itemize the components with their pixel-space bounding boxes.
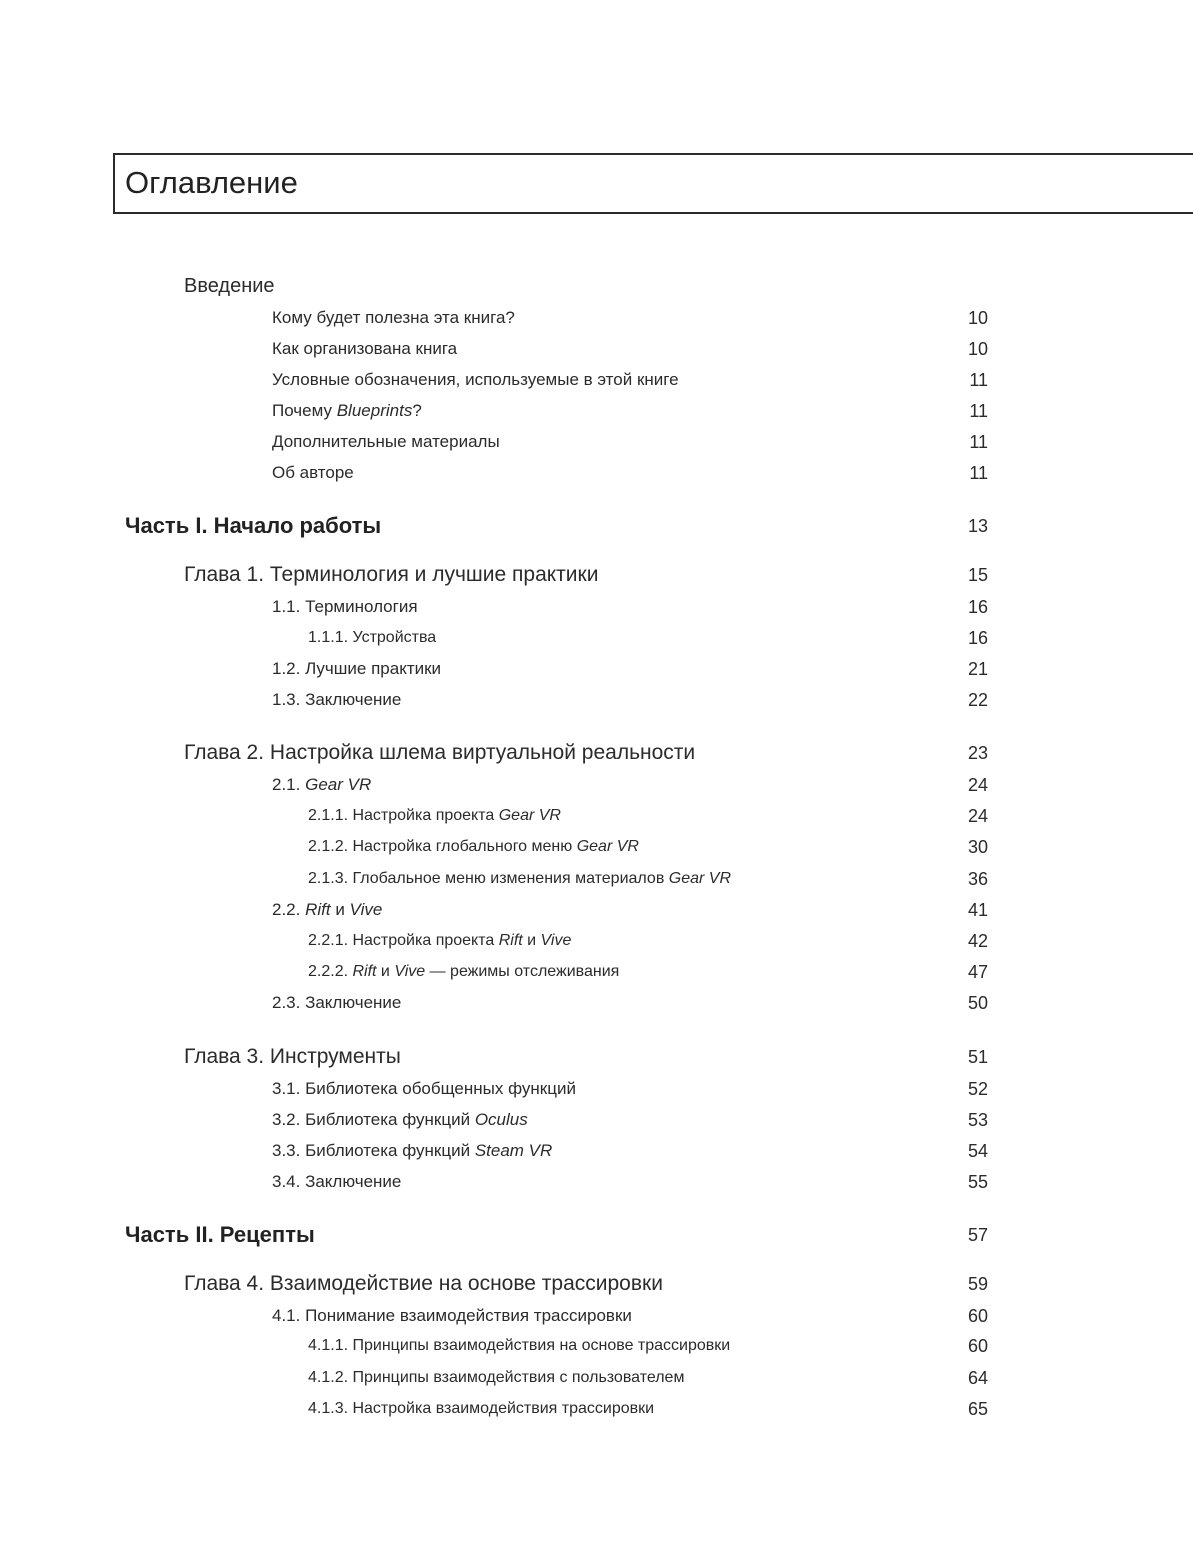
page-title: Оглавление: [125, 165, 298, 200]
toc-page-number: 10: [967, 339, 988, 359]
toc-entry-text: Глава 4. Взаимодействие на основе трассировки: [184, 1272, 663, 1295]
toc-entry[interactable]: [0, 428, 1193, 456]
toc-entry-text: Глава 1. Терминология и лучшие практики: [184, 563, 599, 586]
toc-entry[interactable]: [0, 1302, 1193, 1330]
toc-intro-heading[interactable]: [0, 272, 1193, 300]
toc-entry-text: Часть I. Начало работы: [125, 513, 382, 538]
toc-chapter[interactable]: [0, 1270, 1193, 1298]
toc-page-number: 23: [967, 743, 988, 763]
toc-page-number: 60: [967, 1306, 988, 1326]
toc-page-number: 16: [967, 597, 988, 617]
toc-subentry[interactable]: [0, 1364, 1193, 1392]
toc-page-number: 65: [967, 1399, 988, 1419]
toc-entry-text: 4.1.1. Принципы взаимодействия на основе трассировки: [308, 1337, 731, 1354]
toc-chapter[interactable]: [0, 1043, 1193, 1071]
toc-entry-text: 2.2.2. Rift и Vive — режимы отслеживания: [308, 963, 620, 980]
toc-entry[interactable]: [0, 335, 1193, 363]
toc-entry-text: Введение: [184, 275, 275, 297]
toc-entry-text: Почему Blueprints?: [272, 401, 422, 420]
toc-subentry[interactable]: [0, 1332, 1193, 1360]
toc-entry-text: Дополнительные материалы: [272, 432, 500, 451]
toc-entry-text: 2.1. Gear VR: [272, 775, 372, 794]
toc-page-number: 57: [967, 1225, 988, 1245]
title-box: [113, 153, 1193, 214]
toc-subentry[interactable]: [0, 833, 1193, 861]
toc-page-number: 11: [969, 432, 988, 452]
toc-entry[interactable]: [0, 366, 1193, 394]
toc-page-number: 11: [969, 401, 988, 421]
toc-entry-text: 3.2. Библиотека функций Oculus: [272, 1110, 528, 1129]
toc-page-number: 52: [967, 1079, 988, 1099]
toc-entry-text: 3.1. Библиотека обобщенных функций: [272, 1079, 576, 1098]
toc-entry[interactable]: [0, 771, 1193, 799]
toc-page-number: 59: [967, 1274, 988, 1294]
toc-page-number: 53: [967, 1110, 988, 1130]
toc-subentry[interactable]: [0, 958, 1193, 986]
toc-entry-text: 2.2.1. Настройка проекта Rift и Vive: [308, 932, 572, 949]
toc-page-number: 47: [967, 962, 988, 982]
toc-entry-text: 3.3. Библиотека функций Steam VR: [272, 1141, 553, 1160]
toc-entry-text: 3.4. Заключение: [272, 1172, 402, 1191]
toc-part[interactable]: [0, 512, 1193, 540]
toc-entry-text: 1.1.1. Устройства: [308, 629, 437, 646]
toc-page-number: 22: [967, 690, 988, 710]
toc-entry-text: 4.1.2. Принципы взаимодействия с пользователем: [308, 1369, 685, 1386]
toc-entry[interactable]: [0, 989, 1193, 1017]
toc-entry-text: Как организована книга: [272, 339, 458, 358]
toc-subentry[interactable]: [0, 1395, 1193, 1423]
toc-entry-text: Часть II. Рецепты: [125, 1222, 315, 1247]
toc-page-number: 55: [967, 1172, 988, 1192]
toc-entry-text: Глава 2. Настройка шлема виртуальной реальности: [184, 741, 696, 764]
toc-page-number: 11: [969, 370, 988, 390]
toc-entry-text: Условные обозначения, используемые в этой книге: [272, 370, 679, 389]
toc-page-number: 21: [967, 659, 988, 679]
toc-entry[interactable]: [0, 459, 1193, 487]
toc-entry[interactable]: [0, 397, 1193, 425]
toc-part[interactable]: [0, 1221, 1193, 1249]
toc-page-number: 51: [967, 1047, 988, 1067]
toc-entry[interactable]: [0, 593, 1193, 621]
toc-page-number: 24: [967, 775, 988, 795]
toc-entry-text: Глава 3. Инструменты: [184, 1045, 401, 1068]
toc-entry-text: 2.1.3. Глобальное меню изменения материалов Gear VR: [308, 870, 732, 887]
toc-entry-text: 2.2. Rift и Vive: [272, 900, 383, 919]
toc-page-number: 13: [967, 516, 988, 536]
toc-page-number: 50: [967, 993, 988, 1013]
toc-page-number: 11: [969, 463, 988, 483]
toc-entry-text: 2.3. Заключение: [272, 993, 402, 1012]
toc-entry-text: Кому будет полезна эта книга?: [272, 308, 515, 327]
toc-entry[interactable]: [0, 1168, 1193, 1196]
toc-page-number: 54: [967, 1141, 988, 1161]
toc-entry-text: 4.1. Понимание взаимодействия трассировки: [272, 1306, 632, 1325]
toc-chapter[interactable]: [0, 739, 1193, 767]
toc-entry[interactable]: [0, 1137, 1193, 1165]
toc-page-number: 60: [967, 1336, 988, 1356]
toc-subentry[interactable]: [0, 624, 1193, 652]
toc-subentry[interactable]: [0, 865, 1193, 893]
toc-entry-text: 4.1.3. Настройка взаимодействия трассировки: [308, 1400, 655, 1417]
toc-page-number: 16: [967, 628, 988, 648]
toc-page-number: 41: [967, 900, 988, 920]
toc-page-number: 36: [967, 869, 988, 889]
toc-entry-text: 1.3. Заключение: [272, 690, 402, 709]
toc-entry-text: Об авторе: [272, 463, 354, 482]
toc-entry-text: 2.1.2. Настройка глобального меню Gear VR: [308, 838, 639, 855]
toc-entry[interactable]: [0, 304, 1193, 332]
toc-subentry[interactable]: [0, 802, 1193, 830]
toc-page-number: 10: [967, 308, 988, 328]
toc-entry[interactable]: [0, 1075, 1193, 1103]
toc-page-number: 24: [967, 806, 988, 826]
toc-chapter[interactable]: [0, 561, 1193, 589]
toc-entry[interactable]: [0, 686, 1193, 714]
toc-entry-text: 2.1.1. Настройка проекта Gear VR: [308, 807, 561, 824]
toc-page-number: 30: [967, 837, 988, 857]
toc-page-number: 64: [967, 1368, 988, 1388]
toc-entry-text: 1.1. Терминология: [272, 597, 418, 616]
toc-entry[interactable]: [0, 1106, 1193, 1134]
toc-entry[interactable]: [0, 655, 1193, 683]
toc-entry[interactable]: [0, 896, 1193, 924]
toc-page-number: 15: [967, 565, 988, 585]
toc-subentry[interactable]: [0, 927, 1193, 955]
toc-entry-text: 1.2. Лучшие практики: [272, 659, 442, 678]
toc-page-number: 42: [967, 931, 988, 951]
